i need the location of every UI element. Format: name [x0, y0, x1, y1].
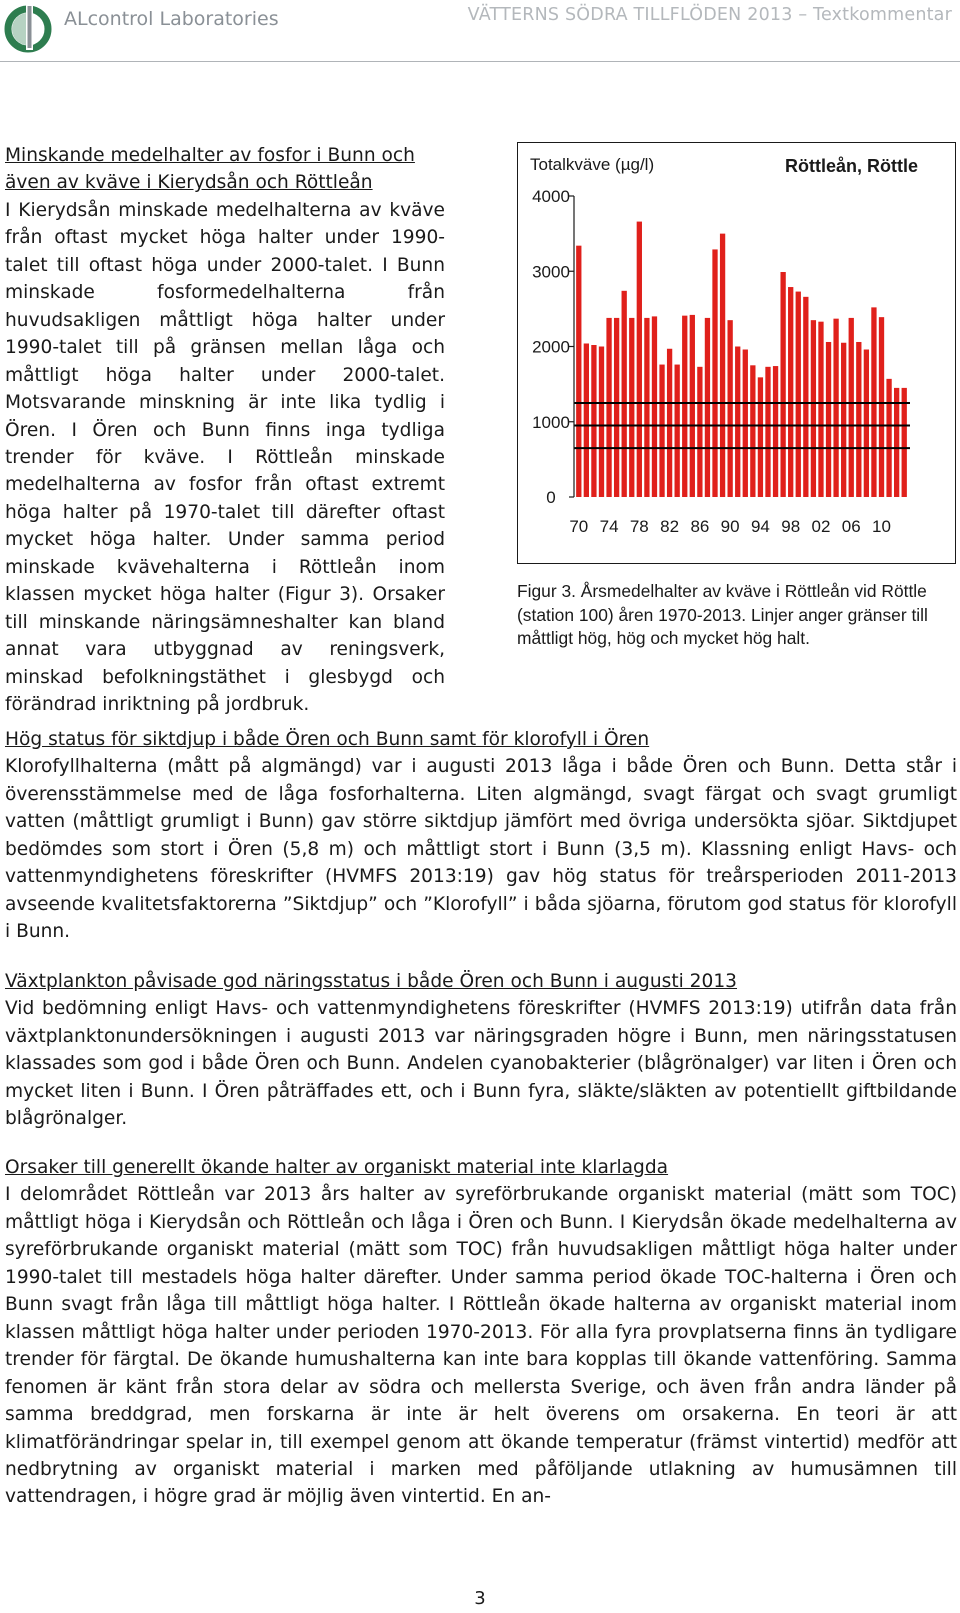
chart-bar [606, 318, 611, 497]
section-paragraph [5, 968, 957, 1133]
chart-bar [728, 320, 733, 497]
figure-caption: Figur 3. Årsmedelhalter av kväve i Röttleån vid Röttle (station 100) åren 1970-2013. Linjer anger gränser till måttligt hög, hög och mycket hög halt. [517, 581, 928, 648]
section-body: Klorofyllhalterna (mått på algmängd) var i augusti 2013 låga i både Ören och Bunn. Detta står i överensstämmelse med de låga fosforhalterna. Liten algmängd, svagt färgat och svagt grumligt vatten (måttligt grumligt i Bunn) gav större siktdjup jämfört med övriga undersökta sjöar. Siktdjupet bedömdes som stort i Ören (5,8 m) och måttligt stort i Bunn (3,5 m). Klassning enligt Havs- och vattenmyndighetens föreskrifter (HVMFS 2013:19) gav hög status för treårsperioden 2011-2013 avseende kvalitetsfaktorerna ”Siktdjup” och ”Klorofyll” i båda sjöarna, förutom god status för klorofyll i Bunn. [5, 756, 957, 943]
chart-bar [682, 316, 687, 497]
chart-bar [743, 350, 748, 497]
chart-x-tick-label: 86 [690, 517, 710, 536]
chart-bar [712, 249, 717, 497]
chart-y-tick-label: 4000 [532, 187, 570, 206]
document-title: VÄTTERNS SÖDRA TILLFLÖDEN 2013 – Textkommentar [467, 5, 952, 25]
intro-paragraph [5, 142, 445, 719]
chart-canvas [518, 143, 954, 562]
alcontrol-logo-icon [4, 2, 52, 54]
section-vaxtplankton [5, 968, 957, 1133]
chart-bar [576, 246, 581, 497]
chart-y-tick-label: 3000 [532, 262, 570, 282]
chart-bar [735, 347, 740, 498]
nitrogen-chart [517, 142, 956, 564]
chart-x-tick-label: 74 [599, 517, 619, 536]
chart-bar [705, 318, 710, 497]
chart-bar [849, 318, 854, 497]
section-heading: Växtplankton påvisade god näringsstatus i både Ören och Bunn i augusti 2013 [5, 971, 738, 992]
chart-bar [622, 291, 627, 497]
intro-heading: Minskande medelhalter av fosfor i Bunn och även av kväve i Kierydsån och Röttleån [5, 145, 415, 194]
chart-bar [629, 318, 634, 497]
chart-x-tick-label: 10 [872, 517, 891, 536]
section-siktdjup [5, 726, 957, 946]
chart-bar [902, 388, 907, 497]
section-heading: Hög status för siktdjup i både Ören och Bunn samt för klorofyll i Ören [5, 729, 650, 750]
chart-x-tick-label: 02 [811, 517, 831, 536]
chart-bar [614, 318, 619, 497]
chart-y-label: Totalkväve (µg/l) [530, 155, 655, 174]
chart-bar [644, 318, 649, 497]
chart-bar [841, 343, 846, 497]
chart-bar [690, 315, 695, 497]
chart-bar [833, 319, 838, 497]
chart-bar [697, 367, 702, 497]
section-organiskt-material [5, 1154, 957, 1511]
chart-y-tick-label: 0 [546, 488, 556, 507]
chart-title: Röttleån, Röttle [785, 156, 918, 176]
chart-bar [894, 388, 899, 497]
chart-bar [584, 343, 589, 497]
chart-y-tick-label: 2000 [532, 337, 570, 357]
section-body: I delområdet Röttleån var 2013 års halter av syreförbrukande organiskt material (mätt som TOC) måttligt höga i Kierydsån och Röttleån och låga i Ören och Bunn. I Kierydsån ökade medelhalterna av syreförbrukande organiskt material (mätt som TOC) från huvudsakligen måttligt höga halter under 1990-talet till mestadels höga halter därefter. Under samma period ökade TOC-halterna i Ören och Bunn svagt från låga till måttligt höga halter. I Röttleån ökade halterna av organiskt material inom klassen måttligt höga halter under perioden 1970-2013. För alla fyra provplatserna finns än tydligare trender för färgtal. De ökande humushalterna kan inte bara kopplas till ökande vattenföring. Samma fenomen är känt från stora delar av södra och mellersta Sverige, och även från andra länder på samma breddgrad, men forskarna är inte är helt överens om orsakerna. En teori är att klimatförändringar spelar in, till exempel genom att ökande temperatur (främst vintertid) medför att nedbrytning av organiskt material i marken med påföljande utlakning av humusämnen till vattendragen, i högre grad är möjlig även vintertid. En an- [5, 1184, 957, 1508]
chart-bar [780, 272, 785, 497]
chart-bar [879, 317, 884, 497]
chart-x-tick-label: 90 [720, 517, 740, 536]
section-paragraph [5, 1154, 957, 1511]
chart-bar [750, 365, 755, 497]
chart-x-tick-label: 94 [750, 517, 770, 536]
chart-bar [826, 342, 831, 497]
chart-bar [773, 366, 778, 497]
intro-body: I Kierydsån minskade medelhalterna av kväve från oftast mycket höga halter under 1990-talet till oftast höga under 2000-talet. I Bunn minskade fosformedelhalterna från huvudsakligen måttligt höga halter under 1990-talet till på gränsen mellan låga och måttligt höga halter under 2000-talet. Motsvarande minskning är inte lika tydlig i Ören. I Ören och Bunn finns inga tydliga trender för kväve. I Röttleån minskade medelhalterna av fosfor från oftast extremt höga halter på 1970-talet till därefter oftast mycket höga halter. Under samma period minskade kvävehalterna i Röttleån inom klassen mycket höga halter (Figur 3). Orsaker till minskande näringsämneshalter kan bland annat vara utbyggnad av reningsverk, minskad befolkningstäthet i glesbygd och förändrad inriktning på jordbruk. [5, 199, 445, 716]
chart-bar [864, 350, 869, 497]
chart-bar [796, 292, 801, 497]
chart-bar [637, 222, 642, 497]
section-heading: Orsaker till generellt ökande halter av organiskt material inte klarlagda [5, 1157, 669, 1178]
chart-bar [720, 234, 725, 497]
chart-bar [659, 365, 664, 497]
chart-bar [788, 287, 793, 497]
intro-section [5, 142, 445, 719]
chart-bar [856, 342, 861, 497]
chart-y-tick-label: 1000 [532, 412, 570, 432]
header-divider [0, 61, 960, 62]
section-paragraph [5, 726, 957, 946]
chart-bar [591, 345, 596, 497]
chart-x-tick-label: 78 [629, 517, 649, 536]
chart-x-tick-label: 06 [841, 517, 861, 536]
chart-x-tick-label: 98 [781, 517, 801, 536]
chart-bar [803, 297, 808, 497]
chart-bar [599, 347, 604, 498]
section-body: Vid bedömning enligt Havs- och vattenmyndighetens föreskrifter (HVMFS 2013:19) utifrån data från växtplanktonundersökningen i augusti 2013 var näringsgraden högre i Bunn, men näringsstatusen klassades som god i både Ören och Bunn. Andelen cyanobakterier (blågrönalger) var liten i Ören och mycket liten i Bunn. I Ören påträffades ett, och i Bunn fyra, släkte/släkten av potentiellt giftbildande blågrönalger. [5, 998, 957, 1130]
chart-bar [818, 322, 823, 497]
chart-x-tick-label: 82 [660, 517, 680, 536]
page-header [0, 0, 960, 62]
chart-x-tick-label: 70 [569, 517, 589, 536]
chart-marks [532, 187, 910, 536]
chart-bar [758, 377, 763, 497]
chart-bar [675, 365, 680, 497]
chart-bar [652, 316, 657, 497]
chart-bar [811, 320, 816, 497]
chart-bar [667, 349, 672, 497]
company-name: ALcontrol Laboratories [64, 8, 279, 30]
chart-bar [765, 367, 770, 497]
chart-bar [886, 379, 891, 497]
page-number: 3 [474, 1588, 486, 1609]
